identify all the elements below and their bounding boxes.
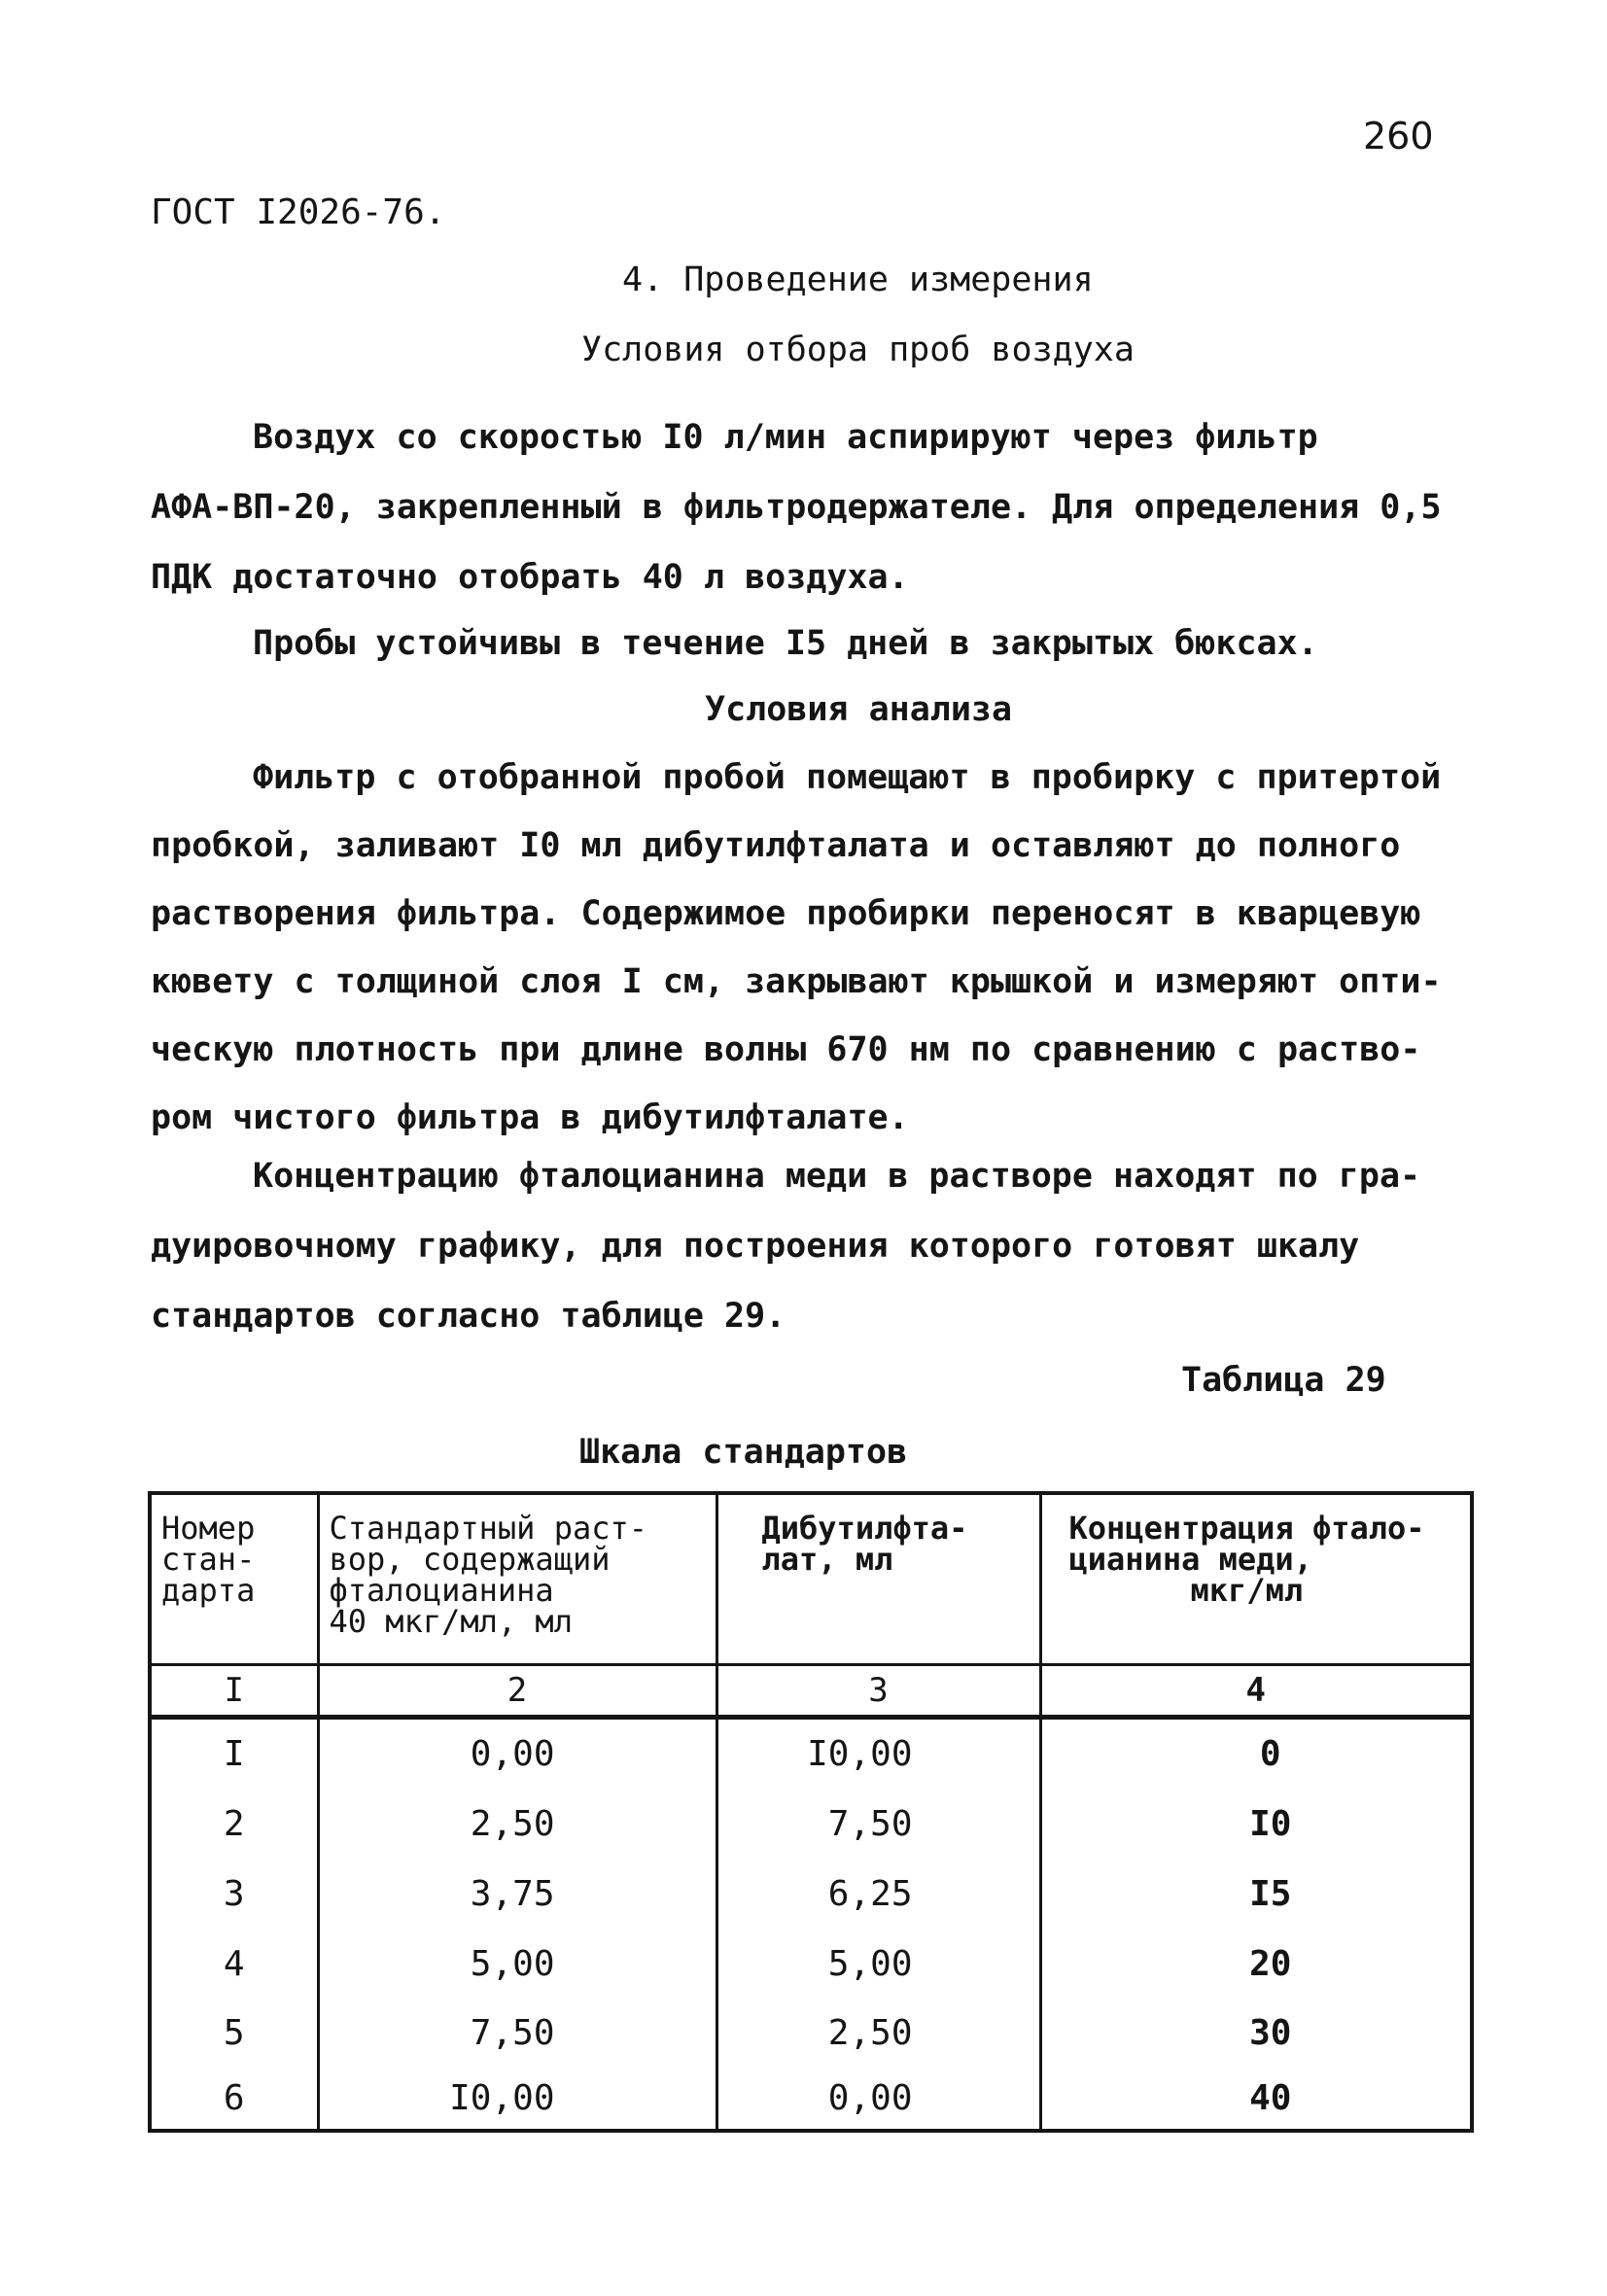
cell-standard-number: I [150, 1718, 318, 1790]
section-title: 4. Проведение измерения [622, 261, 1094, 299]
column-number: 2 [318, 1665, 716, 1718]
header-line: дарта [161, 1572, 256, 1609]
text-line: пробкой, заливают I0 мл дибутилфталата и оставляют до полного [151, 826, 1401, 865]
header-line: фталоцианина [329, 1572, 554, 1609]
paragraph-sampling [151, 418, 1463, 597]
column-number-row [150, 1665, 1472, 1718]
cell-dibutyl-phthalate: I0,00 [716, 1718, 1040, 1790]
text-line: растворения фильтра. Содержимое пробирки переносят в кварцевую [151, 894, 1421, 933]
cell-standard-solution: I0,00 [318, 2069, 716, 2131]
cell-concentration: 40 [1040, 2069, 1472, 2131]
header-line: вор, содержащий [329, 1541, 611, 1578]
cell-dibutyl-phthalate: 0,00 [716, 2069, 1040, 2131]
text-line: кювету с толщиной слоя I см, закрывают крышкой и измеряют опти- [151, 962, 1442, 1001]
cell-standard-number: 6 [150, 2069, 318, 2131]
cell-concentration: I0 [1040, 1790, 1472, 1860]
text-line: ческую плотность при длине волны 670 нм по сравнению с раство- [151, 1030, 1421, 1069]
subsection-analysis-title: Условия анализа [705, 690, 1013, 729]
cell-standard-solution: 5,00 [318, 1929, 716, 1999]
subsection-sampling-title: Условия отбора проб воздуха [581, 330, 1135, 369]
text-line: Концентрацию фталоцианина меди в растворе находят по гра- [253, 1157, 1421, 1196]
paragraph-stability: Пробы устойчивы в течение I5 дней в закрытых бюксах. [253, 624, 1318, 663]
cell-dibutyl-phthalate: 7,50 [716, 1790, 1040, 1860]
cell-concentration: 20 [1040, 1929, 1472, 1999]
column-header-standard-number [150, 1493, 318, 1665]
column-header-concentration [1040, 1493, 1472, 1665]
table-row [150, 1718, 1472, 1790]
table-row [150, 1929, 1472, 1999]
table-row [150, 2069, 1472, 2131]
column-number: 3 [716, 1665, 1040, 1718]
standards-table [148, 1491, 1474, 2133]
cell-concentration: 30 [1040, 1999, 1472, 2069]
cell-standard-solution: 7,50 [318, 1999, 716, 2069]
cell-concentration: 0 [1040, 1718, 1472, 1790]
text-line: Фильтр с отобранной пробой помещают в пробирку с притертой [253, 758, 1442, 797]
column-header-standard-solution [318, 1493, 716, 1665]
cell-concentration: I5 [1040, 1860, 1472, 1930]
cell-standard-solution: 2,50 [318, 1790, 716, 1860]
table-label: Таблица 29 [1181, 1361, 1386, 1400]
paragraph-concentration [151, 1157, 1463, 1351]
cell-standard-solution: 3,75 [318, 1860, 716, 1930]
header-line: 40 мкг/мл, мл [329, 1603, 573, 1640]
text-line: Воздух со скоростью I0 л/мин аспирируют через фильтр [253, 418, 1318, 457]
table-header-row [150, 1493, 1472, 1665]
table-row [150, 1790, 1472, 1860]
cell-standard-number: 2 [150, 1790, 318, 1860]
text-line: ПДК достаточно отобрать 40 л воздуха. [151, 558, 909, 597]
table-title: Шкала стандартов [579, 1433, 908, 1472]
page-number: 260 [1363, 115, 1434, 157]
header-line: стан- [161, 1541, 256, 1578]
header-line: цианина меди, [1068, 1541, 1312, 1578]
column-number: 4 [1040, 1665, 1472, 1718]
header-line: мкг/мл [1190, 1572, 1304, 1609]
table-row [150, 1999, 1472, 2069]
cell-standard-number: 3 [150, 1860, 318, 1930]
header-line: Стандартный раст- [329, 1510, 648, 1547]
column-number: I [150, 1665, 318, 1718]
header-line: Дибутилфта- [761, 1510, 968, 1547]
paragraph-analysis [151, 758, 1463, 1147]
header-line: лат, мл [761, 1541, 893, 1578]
document-reference: ГОСТ I2026-76. [151, 192, 446, 232]
cell-standard-number: 5 [150, 1999, 318, 2069]
text-line: дуировочному графику, для построения которого готовят шкалу [151, 1227, 1360, 1266]
cell-standard-solution: 0,00 [318, 1718, 716, 1790]
text-line: стандартов согласно таблице 29. [151, 1297, 786, 1336]
cell-dibutyl-phthalate: 2,50 [716, 1999, 1040, 2069]
text-line: АФА-ВП-20, закрепленный в фильтродержателе. Для определения 0,5 [151, 488, 1442, 527]
column-header-dibutyl-phthalate [716, 1493, 1040, 1665]
cell-dibutyl-phthalate: 5,00 [716, 1929, 1040, 1999]
text-line: ром чистого фильтра в дибутилфталате. [151, 1098, 909, 1137]
header-line: Концентрация фтало- [1068, 1510, 1425, 1547]
cell-standard-number: 4 [150, 1929, 318, 1999]
cell-dibutyl-phthalate: 6,25 [716, 1860, 1040, 1930]
table-row [150, 1860, 1472, 1930]
header-line: Номер [161, 1510, 256, 1547]
